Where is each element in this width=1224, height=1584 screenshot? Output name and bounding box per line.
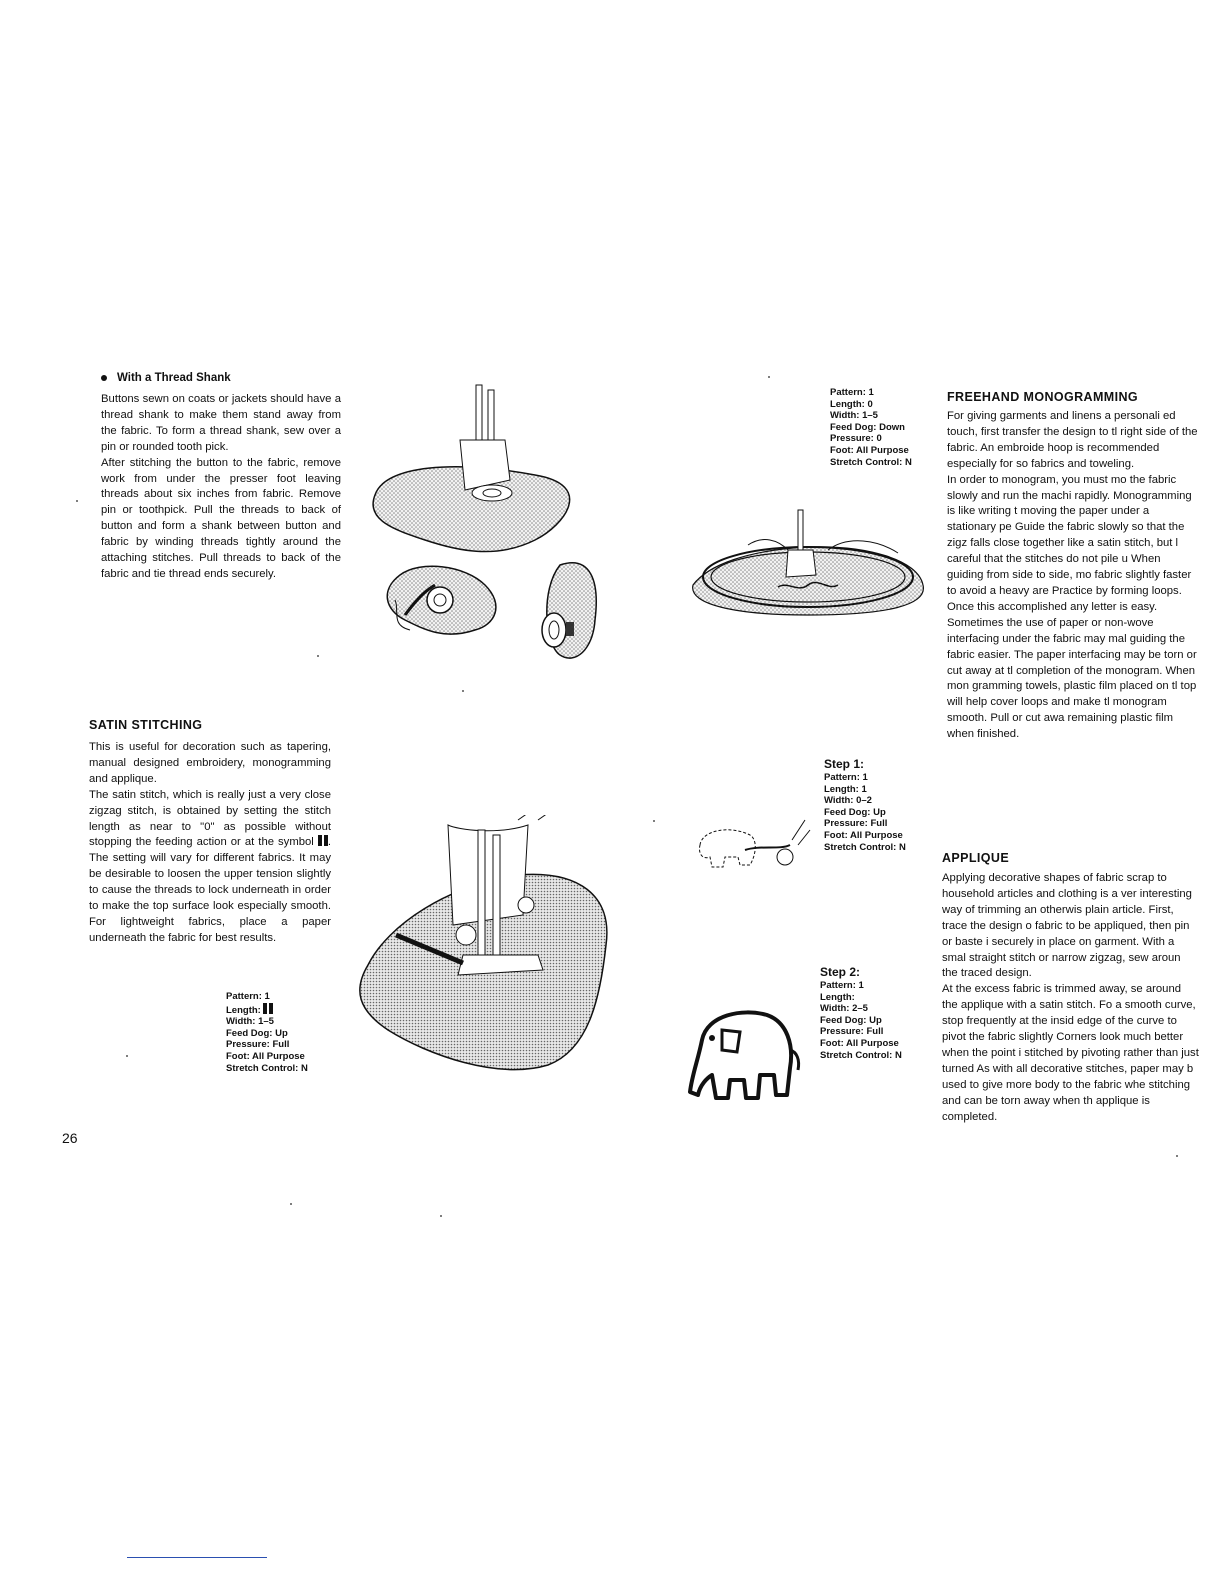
- scan-speck: [653, 820, 655, 822]
- thread-shank-illustration: [365, 380, 645, 685]
- satin-stitching-text: [89, 740, 331, 947]
- thread-shank-paragraph-1: Buttons sewn on coats or jackets should have a thread shank to make them stand away from the fabric. To form a thread shank, sew over a pin or rounded tooth pick.: [101, 393, 341, 453]
- freehand-paragraph-1: For giving garments and linens a personali ed touch, first transfer the design to tl right side of the fabric. An embroide hoop is recommended especially for so fabrics and toweling.: [947, 410, 1198, 470]
- satin-paragraph-1: This is useful for decoration such as tapering, manual designed embroidery, monogramming and applique.: [89, 741, 331, 785]
- freehand-paragraph-2: In order to monogram, you must mo the fabric slowly and run the machi rapidly. Monogramming is like writing t moving the paper under a stationary pe Guide the fabric slowly so that the zigz falls close together like a satin stitch, but l careful that the stitches do not pile u When guiding from side to side, mo fabric slightly faster to avoid a heavy are Practice by forming loops. Once this accomplished any letter is easy.: [947, 473, 1192, 613]
- satin-settings: Pattern: 1 Length: Width: 1–5 Feed Dog: Up Pressure: Full Foot: All Purpose Stretch Control: N: [226, 991, 308, 1074]
- scan-speck: [317, 655, 319, 657]
- page-number: 26: [62, 1130, 78, 1146]
- applique-heading: APPLIQUE: [942, 851, 1010, 865]
- scan-speck: [768, 376, 770, 378]
- scan-speck: [1176, 1155, 1178, 1157]
- scan-speck: [290, 1203, 292, 1205]
- bullet-icon: [101, 375, 107, 381]
- elephant-applique-illustration: [682, 1000, 807, 1105]
- elephant-tracing-illustration: [690, 815, 815, 875]
- thread-shank-heading: With a Thread Shank: [101, 372, 231, 384]
- length-symbol-icon: [263, 1003, 273, 1014]
- applique-paragraph-2: At the excess fabric is trimmed away, se around the applique with a satin stitch. Fo a smooth curve, stop frequently at the insid edge of the curve to pivot the fabric slightly Corners look much better when the point i stitched by pivoting rather than just turned As with all decorative stitches, paper may b used to give more body to the fabric whe stitching and can be torn away when th applique is completed.: [942, 983, 1199, 1123]
- scan-speck: [462, 690, 464, 692]
- applique-text: [942, 871, 1199, 1126]
- scan-speck: [126, 1055, 128, 1057]
- step-1-settings: Step 1: Pattern: 1 Length: 1 Width: 0–2 Feed Dog: Up Pressure: Full Foot: All Purpose Stretch Control: N: [824, 757, 906, 853]
- embroidery-hoop-illustration: [688, 505, 928, 620]
- thread-shank-text: [101, 392, 341, 583]
- scan-speck: [76, 500, 78, 502]
- satin-paragraph-2: The satin stitch, which is really just a very close zigzag stitch, is obtained by setting the stitch length as near to "0" as possible without stopping the feeding action or at the symbol . The setting will vary for different fabrics. It may be desirable to loosen the upper tension slightly to cause the threads to lock underneath in order to make the top surface look especially smooth. For lightweight fabrics, place a paper underneath the fabric for best results.: [89, 788, 332, 944]
- freehand-paragraph-3: Sometimes the use of paper or non-wove interfacing under the fabric may mal guiding the fabric easier. The paper interfacing may be torn or cut away at tl completion of the monogram. When mon gramming towels, plastic film placed on tl top will help cover loops and make tl monogram smooth. Pull or cut awa remaining plastic film when finished.: [947, 616, 1197, 741]
- freehand-monogramming-text: [947, 409, 1199, 743]
- scan-speck: [440, 1215, 442, 1217]
- applique-paragraph-1: Applying decorative shapes of fabric scrap to household articles and clothing is a ver interesting way of trimming an otherwis plain article. First, trace the design o fabric to be appliqued, then pin or baste i securely in place on garment. With a smal straight stitch or narrow zigzag, sew aroun the traced design.: [942, 872, 1192, 980]
- monogram-settings: Pattern: 1 Length: 0 Width: 1–5 Feed Dog: Down Pressure: 0 Foot: All Purpose Stretch Control: N: [830, 387, 912, 468]
- step-2-settings: Step 2: Pattern: 1 Length: Width: 2–5 Feed Dog: Up Pressure: Full Foot: All Purpose Stretch Control: N: [820, 965, 902, 1061]
- freehand-monogramming-heading: FREEHAND MONOGRAMMING: [947, 390, 1139, 404]
- satin-stitching-heading: SATIN STITCHING: [89, 718, 203, 732]
- satin-length-symbol-icon: [318, 835, 328, 846]
- satin-stitch-illustration: [348, 815, 620, 1083]
- thread-shank-paragraph-2: After stitching the button to the fabric, remove work from under the presser foot leaving threads about six inches from fabric. Remove pin or toothpick. Pull the threads to back of button and form a shank between button and fabric by winding threads tightly around the attaching stitches. Pull threads to back of the fabric and tie thread ends securely.: [101, 456, 341, 580]
- footer-rule: [127, 1557, 267, 1558]
